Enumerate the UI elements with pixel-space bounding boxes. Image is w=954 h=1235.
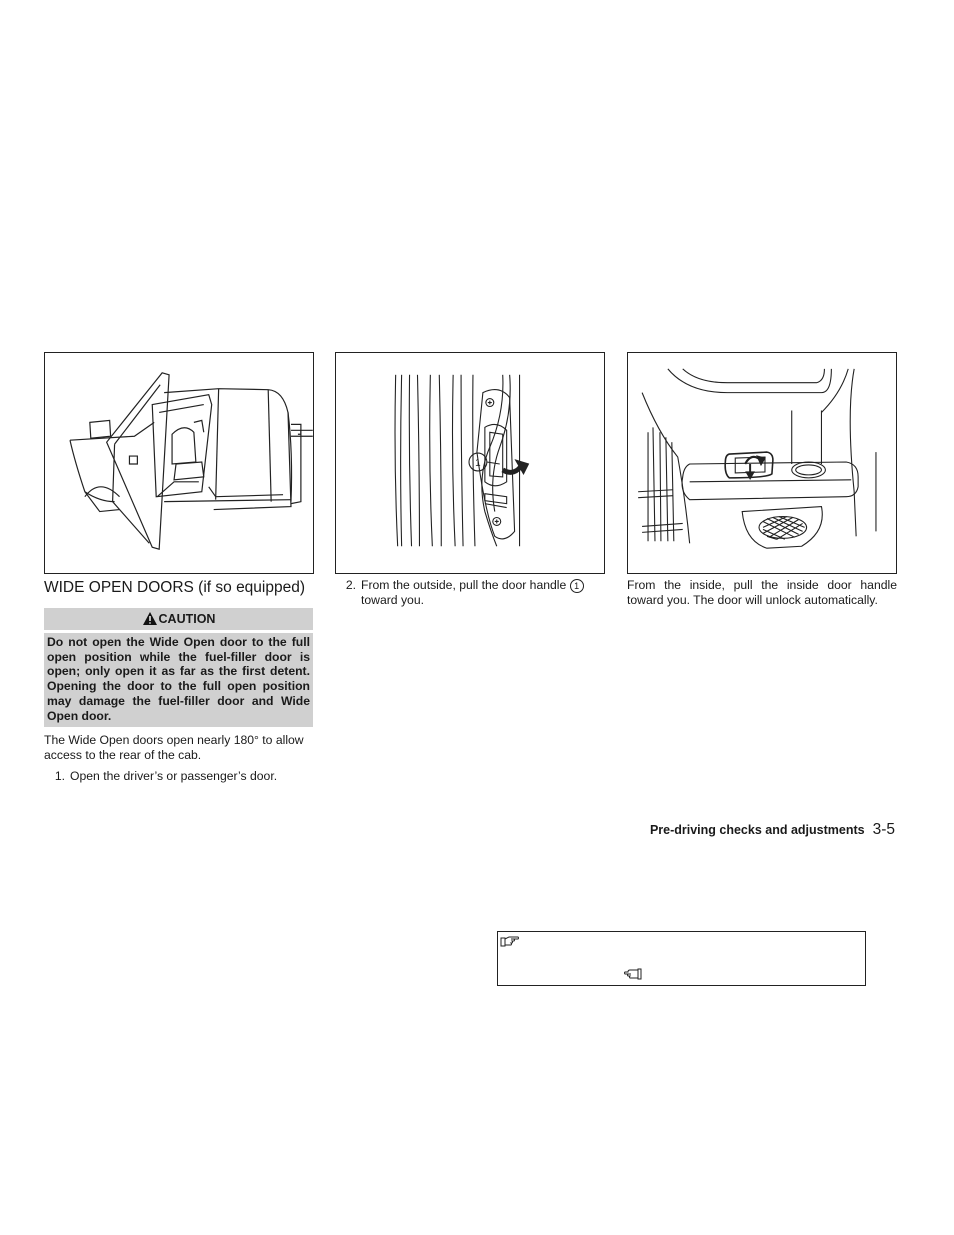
caution-header [44,608,313,630]
truck-wide-open-doors-illustration [45,353,313,573]
inside-door-handle-figure [627,352,897,574]
inside-door-handle-illustration [628,353,896,573]
step-2-number: 2. [345,578,356,592]
section-title-sub: (if so equipped) [198,579,306,596]
section-title-main: WIDE OPEN DOORS [44,579,194,596]
page-footer [540,821,895,839]
step-3-text: From the inside, pull the inside door handle toward you. The door will unlock automatically. [627,578,897,607]
step-2-text-after: toward you. [361,593,425,607]
page-number: 3-5 [872,821,895,838]
note-box [497,931,866,986]
outside-door-handle-figure [335,352,605,574]
warning-triangle-icon [142,611,158,626]
outside-door-handle-illustration [336,353,604,573]
footer-section-title: Pre-driving checks and adjustments [649,823,865,837]
step-1-text: Open the driver’s or passenger’s door. [70,769,278,783]
step-2-callout: 1 [570,579,584,593]
pointing-hand-icon [624,968,642,980]
intro-paragraph: The Wide Open doors open nearly 180° to allow access to the rear of the cab. [44,733,304,762]
step-2-text-before: From the outside, pull the door handle [361,578,567,592]
pointing-hand-icon [500,934,520,948]
step-1 [44,769,316,784]
step-2 [335,578,605,608]
caution-label: CAUTION [158,612,216,626]
step-1-number: 1. [54,769,65,783]
section-heading [44,578,316,598]
caution-text: Do not open the Wide Open door to the full open position while the fuel-filler door is open; only open it as far as the first detent. Opening the door to the full open position may damage the fuel-filler door and Wide Open door. [44,633,313,727]
figure-callout-1: 1 [475,457,481,469]
truck-wide-open-doors-figure [44,352,314,574]
